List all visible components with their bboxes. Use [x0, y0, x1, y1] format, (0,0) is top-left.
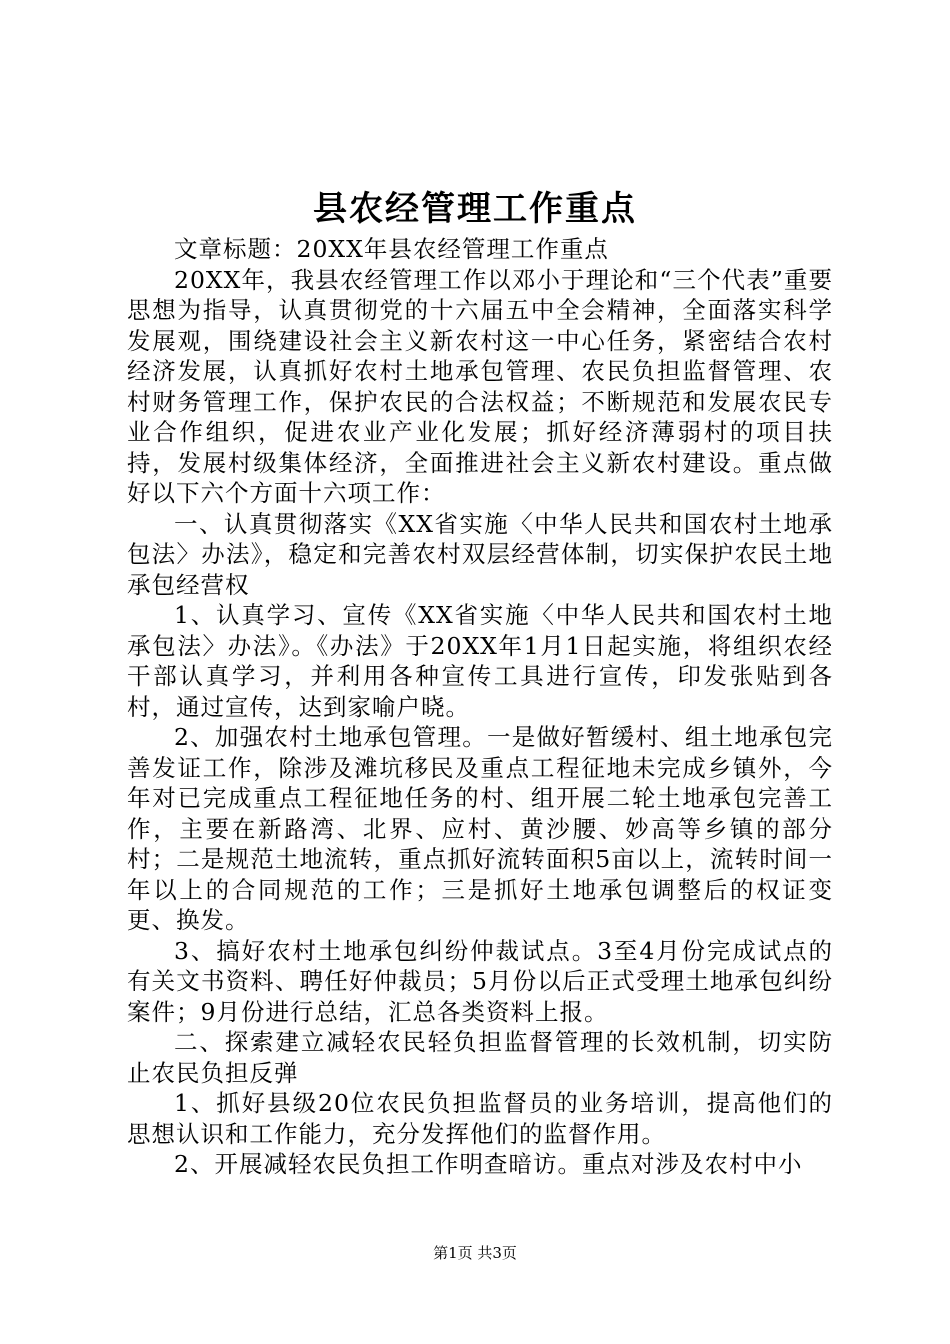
- section-1-item-2: 2、加强农村土地承包管理。一是做好暂缓村、组土地承包完善发证工作，除涉及滩坑移民及重点工程征地未完成乡镇外，今年对已完成重点工程征地任务的村、组开展二轮土地承包完善工作，主要在新路湾、北界、应村、黄沙腰、妙高等乡镇的部分村；二是规范土地流转，重点抓好流转面积5亩以上，流转时间一年以上的合同规范的工作；三是抓好土地承包调整后的权证变更、换发。: [127, 723, 833, 934]
- section-1-item-1: 1、认真学习、宣传《XX省实施〈中华人民共和国农村土地承包法〉办法》。《办法》于20XX年1月1日起实施，将组织农经干部认真学习，并利用各种宣传工具进行宣传，印发张贴到各村，通过宣传，达到家喻户晓。: [127, 601, 833, 721]
- document-body: [127, 234, 833, 1180]
- section-heading-1: 一、认真贯彻落实《XX省实施〈中华人民共和国农村土地承包法〉办法》，稳定和完善农村双层经营体制，切实保护农民土地承包经营权: [127, 509, 833, 599]
- document-title: 县农经管理工作重点: [313, 189, 637, 229]
- section-heading-2: 二、探索建立减轻农民轻负担监督管理的长效机制，切实防止农民负担反弹: [127, 1028, 833, 1087]
- section-1-item-3: 3、搞好农村土地承包纠纷仲裁试点。3至4月份完成试点的有关文书资料、聘任好仲裁员；5月份以后正式受理土地承包纠纷案件；9月份进行总结，汇总各类资料上报。: [127, 936, 833, 1026]
- section-2-item-2: 2、开展减轻农民负担工作明查暗访。重点对涉及农村中小: [174, 1150, 803, 1178]
- page-number-footer: 第1页 共3页: [433, 1244, 517, 1262]
- article-title-line: 文章标题：20XX年县农经管理工作重点: [174, 235, 609, 263]
- intro-paragraph: 20XX年，我县农经管理工作以邓小于理论和“三个代表”重要思想为指导，认真贯彻党的十六届五中全会精神，全面落实科学发展观，围绕建设社会主义新农村这一中心任务，紧密结合农村经济发展，认真抓好农村土地承包管理、农民负担监督管理、农村财务管理工作，保护农民的合法权益；不断规范和发展农民专业合作组织，促进农业产业化发展；抓好经济薄弱村的项目扶持，发展村级集体经济，全面推进社会主义新农村建设。重点做好以下六个方面十六项工作：: [127, 265, 833, 507]
- section-2-item-1: 1、抓好县级20位农民负担监督员的业务培训，提高他们的思想认识和工作能力，充分发挥他们的监督作用。: [127, 1089, 833, 1148]
